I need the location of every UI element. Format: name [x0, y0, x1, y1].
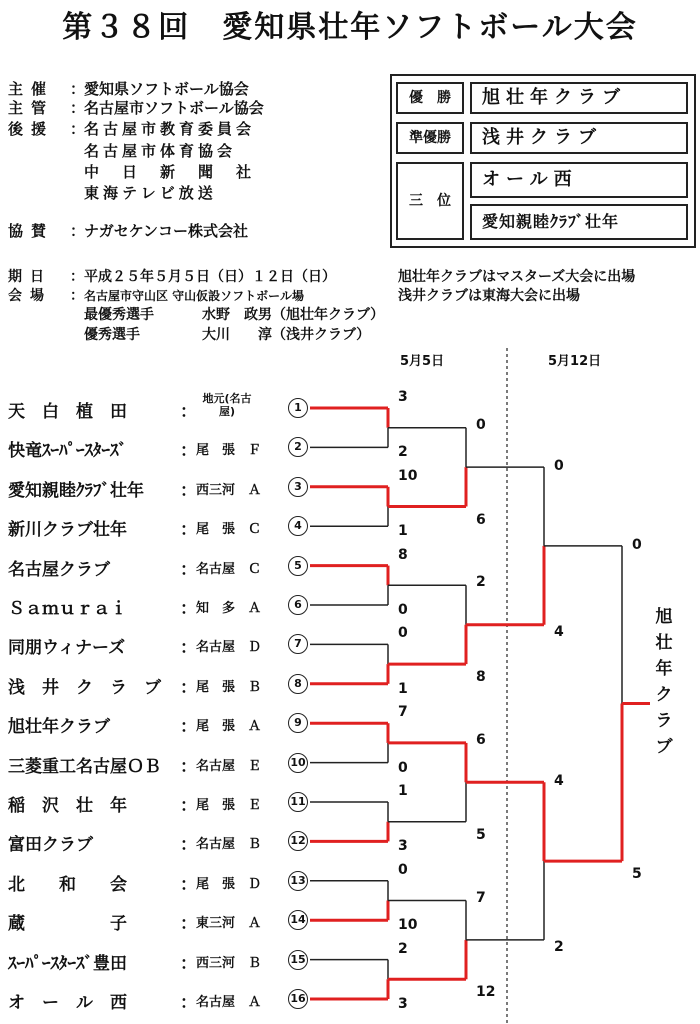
team-region: 名古屋 Ｂ	[196, 837, 262, 853]
date-day2: 5月12日	[548, 354, 602, 369]
venue-line: 会場 ：名古屋市守山区 守山仮設ソフトボール場	[8, 288, 304, 304]
sponsor-label: 協賛	[8, 222, 55, 240]
team-name: 蔵 子	[8, 914, 127, 935]
outstanding-value: 大川 淳（浅井クラブ）	[202, 327, 371, 343]
team-colon: ：	[180, 677, 197, 698]
team-colon: ：	[180, 914, 197, 935]
team-region: 尾 張 Ｄ	[196, 876, 262, 892]
team-colon: ：	[180, 993, 197, 1013]
host-label: 主催	[8, 80, 55, 98]
team-name: 稲 沢 壮 年	[8, 796, 127, 816]
mvp-label: 最優秀選手	[84, 307, 154, 323]
host-line: 主催 ：愛知県ソフトボール協会	[8, 80, 249, 98]
round1-score: 1	[398, 680, 408, 697]
final-score: 5	[632, 866, 642, 883]
round1-score: 2	[398, 444, 408, 461]
team-colon: ：	[180, 638, 197, 659]
round1-score: 8	[398, 546, 408, 563]
round2-score: 5	[476, 826, 486, 843]
seed-number: 14	[288, 910, 308, 930]
outstanding-label: 優秀選手	[84, 327, 140, 343]
round1-score: 0	[398, 861, 408, 878]
team-name: 新川クラブ壮年	[8, 520, 127, 541]
support-value-4: 東海テレビ放送	[84, 184, 217, 202]
seed-number: 16	[288, 989, 308, 1009]
team-colon: ：	[180, 520, 197, 541]
round1-score: 0	[398, 625, 408, 642]
team-region: 尾 張 Ｂ	[196, 679, 262, 695]
date-value: 平成２５年５月５日（日）１２日（日）	[84, 269, 336, 285]
team-region: 地元(名古屋)	[202, 392, 252, 418]
team-name: 北 和 会	[8, 874, 127, 895]
round2-score: 6	[476, 731, 486, 748]
team-colon: ：	[180, 441, 197, 462]
team-name: 名古屋クラブ	[8, 559, 110, 580]
page-title: 第３８回 愛知県壮年ソフトボール大会	[62, 10, 638, 45]
team-colon: ：	[180, 402, 197, 422]
venue-label: 会場	[8, 288, 52, 304]
team-name: Ｓａｍｕｒａｉ	[8, 599, 127, 619]
second-label: 準優勝	[396, 122, 464, 154]
round1-score: 10	[398, 917, 418, 934]
team-region: 西三河 Ａ	[196, 482, 262, 498]
seed-number: 4	[288, 516, 308, 536]
note-1: 旭壮年クラブはマスターズ大会に出場	[398, 269, 636, 285]
team-name: 浅 井 ク ラ ブ	[8, 677, 161, 698]
host-value: 愛知県ソフトボール協会	[84, 80, 249, 98]
date-label: 期日	[8, 269, 52, 285]
team-name: 天 白 植 田	[8, 402, 127, 422]
seed-number: 11	[288, 792, 308, 812]
team-region: 尾 張 Ｅ	[196, 798, 262, 813]
seed-number: 6	[288, 595, 308, 615]
team-name: 旭壮年クラブ	[8, 717, 110, 738]
seed-number: 12	[288, 831, 308, 851]
round1-score: 1	[398, 523, 408, 540]
support-label: 後援	[8, 120, 55, 138]
first-label: 優 勝	[396, 82, 464, 114]
round2-score: 2	[476, 574, 486, 591]
seed-number: 15	[288, 950, 308, 970]
team-region: 東三河 Ａ	[196, 916, 262, 932]
seed-number: 2	[288, 437, 308, 457]
team-name: 同朋ウィナーズ	[8, 638, 126, 659]
champion-label: 旭壮年クラブ	[655, 607, 673, 757]
team-region: 名古屋 Ａ	[196, 995, 262, 1010]
team-colon: ：	[180, 796, 197, 816]
team-region: 名古屋 Ｃ	[196, 561, 262, 577]
support-value-1: 名古屋市教育委員会	[84, 120, 256, 138]
seed-number: 3	[288, 477, 308, 497]
manage-line: 主管 ：名古屋市ソフトボール協会	[8, 99, 264, 117]
seed-number: 7	[288, 634, 308, 654]
semi-score: 2	[554, 938, 564, 955]
third-label: 三 位	[396, 162, 464, 240]
team-region: 尾 張 Ｃ	[196, 522, 262, 538]
team-region: 尾 張 Ｆ	[196, 443, 262, 459]
date-line: 期日 ：平成２５年５月５日（日）１２日（日）	[8, 269, 336, 285]
sponsor-value: ナガセケンコー株式会社	[84, 222, 248, 240]
seed-number: 10	[288, 753, 308, 773]
round1-score: 0	[398, 759, 408, 776]
seed-number: 8	[288, 674, 308, 694]
manage-value: 名古屋市ソフトボール協会	[84, 99, 264, 117]
round1-score: 3	[398, 838, 408, 855]
team-name: 快竜ｽｰﾊﾟｰｽﾀｰｽﾞ	[8, 441, 127, 462]
team-colon: ：	[180, 480, 197, 501]
final-score: 0	[632, 536, 642, 553]
support-line: 後援 ：名古屋市教育委員会	[8, 120, 256, 138]
team-colon: ：	[180, 559, 197, 580]
note-2: 浅井クラブは東海大会に出場	[398, 288, 580, 304]
third-value-1: オール西	[470, 162, 688, 198]
team-name: ｽｰﾊﾟｰｽﾀｰｽﾞ豊田	[8, 953, 127, 974]
semi-score: 4	[554, 773, 564, 790]
support-value-3: 中 日 新 聞 社	[84, 163, 256, 181]
round1-score: 1	[398, 783, 408, 799]
round1-score: 7	[398, 704, 408, 721]
round1-score: 3	[398, 389, 408, 405]
team-name: 三菱重工名古屋ＯＢ	[8, 756, 161, 777]
venue-value: 名古屋市守山区 守山仮設ソフトボール場	[84, 289, 304, 303]
round2-score: 12	[476, 984, 496, 1001]
seed-number: 5	[288, 556, 308, 576]
team-region: 知 多 Ａ	[196, 601, 262, 616]
team-region: 尾 張 Ａ	[196, 719, 262, 735]
round2-score: 6	[476, 511, 486, 528]
seed-number: 13	[288, 871, 308, 891]
support-value-2: 名古屋市体育協会	[84, 142, 237, 160]
round1-score: 2	[398, 940, 408, 957]
second-value: 浅井クラブ	[470, 122, 688, 154]
team-name: 愛知親睦ｸﾗﾌﾞ壮年	[8, 480, 144, 501]
manage-label: 主管	[8, 99, 55, 117]
semi-score: 4	[554, 623, 564, 640]
third-value-2: 愛知親睦ｸﾗﾌﾞ壮年	[470, 204, 688, 240]
team-colon: ：	[180, 874, 197, 895]
team-colon: ：	[180, 599, 197, 619]
team-colon: ：	[180, 953, 197, 974]
team-colon: ：	[180, 717, 197, 738]
round2-score: 7	[476, 889, 486, 906]
round1-score: 3	[398, 996, 408, 1012]
sponsor-line: 協賛 ：ナガセケンコー株式会社	[8, 222, 248, 240]
round1-score: 0	[398, 602, 408, 618]
team-name: 富田クラブ	[8, 835, 93, 856]
date-day1: 5月5日	[400, 354, 445, 369]
semi-score: 0	[554, 458, 564, 475]
round2-score: 0	[476, 416, 486, 433]
team-region: 名古屋 Ｄ	[196, 640, 262, 656]
team-region: 名古屋 Ｅ	[196, 758, 262, 774]
seed-number: 1	[288, 398, 308, 418]
team-colon: ：	[180, 756, 197, 777]
round1-score: 10	[398, 467, 418, 484]
seed-number: 9	[288, 713, 308, 733]
first-value: 旭壮年クラブ	[470, 82, 688, 114]
team-region: 西三河 Ｂ	[196, 955, 262, 971]
team-name: オ ー ル 西	[8, 993, 127, 1013]
team-colon: ：	[180, 835, 197, 856]
mvp-value: 水野 政男（旭壮年クラブ）	[202, 307, 385, 323]
round2-score: 8	[476, 669, 486, 686]
